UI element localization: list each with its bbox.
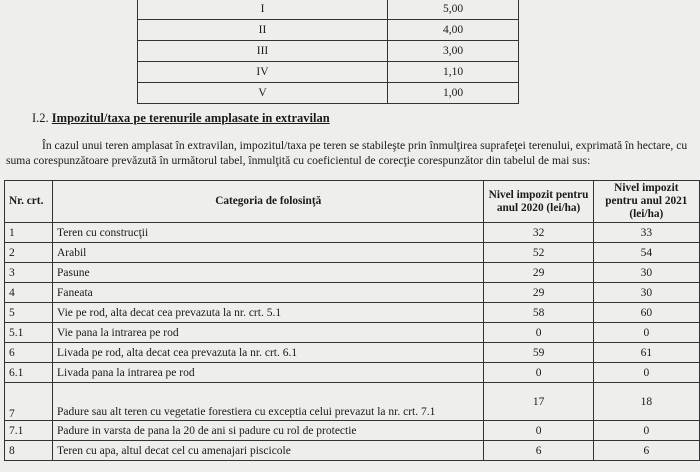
- section-heading: [32, 111, 330, 126]
- header-2021: Nivel impozit pentru anul 2021 (lei/ha): [593, 181, 699, 223]
- coefficient-cell: 1,00: [388, 83, 519, 104]
- value-2020-cell: 17: [484, 383, 593, 421]
- value-2021-cell: 60: [593, 303, 699, 323]
- table-row: [138, 20, 519, 41]
- value-2021-cell: 6: [593, 441, 699, 461]
- value-2021-cell: 0: [593, 421, 699, 441]
- table-row: [5, 243, 700, 263]
- value-2020-cell: 0: [484, 323, 593, 343]
- table-row: [5, 223, 700, 243]
- category-cell: Livada pana la intrarea pe rod: [53, 363, 484, 383]
- value-2021-cell: 30: [593, 263, 699, 283]
- value-2021-cell: 54: [593, 243, 699, 263]
- nr-cell: 8: [5, 441, 53, 461]
- table-row: [5, 441, 700, 461]
- rank-cell: III: [138, 41, 388, 62]
- nr-cell: 6.1: [5, 363, 53, 383]
- header-2020: Nivel impozit pentru anul 2020 (lei/ha): [484, 181, 593, 223]
- value-2021-cell: 0: [593, 363, 699, 383]
- value-2020-cell: 0: [484, 421, 593, 441]
- intro-paragraph: În cazul unui teren amplasat în extravilan, impozitul/taxa pe teren se stabileşte prin înmulţirea suprafeţei terenului, exprimată în hectare, cu suma corespunzătoare prevăzută în următorul tabel, înmulţită cu coeficientul de corecţie corespunzător din tabelul de mai sus:: [6, 139, 688, 167]
- category-cell: Padure in varsta de pana la 20 de ani si padure cu rol de protectie: [53, 421, 484, 441]
- table-row: [5, 323, 700, 343]
- nr-cell: 5.1: [5, 323, 53, 343]
- rank-cell: IV: [138, 62, 388, 83]
- value-2021-cell: 33: [593, 223, 699, 243]
- table-row: [5, 363, 700, 383]
- nr-cell: 3: [5, 263, 53, 283]
- nr-cell: 7.1: [5, 421, 53, 441]
- value-2020-cell: 0: [484, 363, 593, 383]
- value-2021-cell: 30: [593, 283, 699, 303]
- value-2020-cell: 58: [484, 303, 593, 323]
- category-cell: Arabil: [53, 243, 484, 263]
- value-2021-cell: 61: [593, 343, 699, 363]
- coefficient-cell: 3,00: [388, 41, 519, 62]
- header-nr: Nr. crt.: [5, 181, 53, 223]
- value-2020-cell: 52: [484, 243, 593, 263]
- table-row: [138, 0, 519, 20]
- category-cell: Faneata: [53, 283, 484, 303]
- correction-coefficient-table: [137, 0, 519, 104]
- category-cell: Teren cu construcţii: [53, 223, 484, 243]
- category-cell: Padure sau alt teren cu vegetatie forestiera cu exceptia celui prevazut la nr. crt. 7.1: [53, 383, 484, 421]
- table-row: [138, 62, 519, 83]
- value-2020-cell: 59: [484, 343, 593, 363]
- table-row: [138, 41, 519, 62]
- nr-cell: 1: [5, 223, 53, 243]
- nr-cell: 4: [5, 283, 53, 303]
- value-2020-cell: 29: [484, 263, 593, 283]
- rank-cell: V: [138, 83, 388, 104]
- nr-cell: 5: [5, 303, 53, 323]
- land-tax-table: [4, 180, 700, 461]
- category-cell: Teren cu apa, altul decat cel cu amenajari piscicole: [53, 441, 484, 461]
- table-row: [5, 283, 700, 303]
- nr-cell: 7: [5, 383, 53, 421]
- table-row: [5, 303, 700, 323]
- table-row: [5, 263, 700, 283]
- value-2021-cell: 0: [593, 323, 699, 343]
- nr-cell: 6: [5, 343, 53, 363]
- table-row: [5, 383, 700, 421]
- nr-cell: 2: [5, 243, 53, 263]
- category-cell: Vie pe rod, alta decat cea prevazuta la nr. crt. 5.1: [53, 303, 484, 323]
- rank-cell: I: [138, 0, 388, 20]
- section-number: I.2.: [32, 111, 49, 125]
- value-2020-cell: 6: [484, 441, 593, 461]
- table-row: [5, 343, 700, 363]
- value-2020-cell: 32: [484, 223, 593, 243]
- value-2020-cell: 29: [484, 283, 593, 303]
- coefficient-cell: 1,10: [388, 62, 519, 83]
- value-2021-cell: 18: [593, 383, 699, 421]
- table-row: [138, 83, 519, 104]
- coefficient-cell: 4,00: [388, 20, 519, 41]
- category-cell: Livada pe rod, alta decat cea prevazuta la nr. crt. 6.1: [53, 343, 484, 363]
- category-cell: Vie pana la intrarea pe rod: [53, 323, 484, 343]
- coefficient-cell: 5,00: [388, 0, 519, 20]
- section-title: Impozitul/taxa pe terenurile amplasate in extravilan: [51, 111, 330, 125]
- category-cell: Pasune: [53, 263, 484, 283]
- rank-cell: II: [138, 20, 388, 41]
- table-row: [5, 421, 700, 441]
- header-category: Categoria de folosinţă: [53, 181, 484, 223]
- table-header-row: [5, 181, 700, 223]
